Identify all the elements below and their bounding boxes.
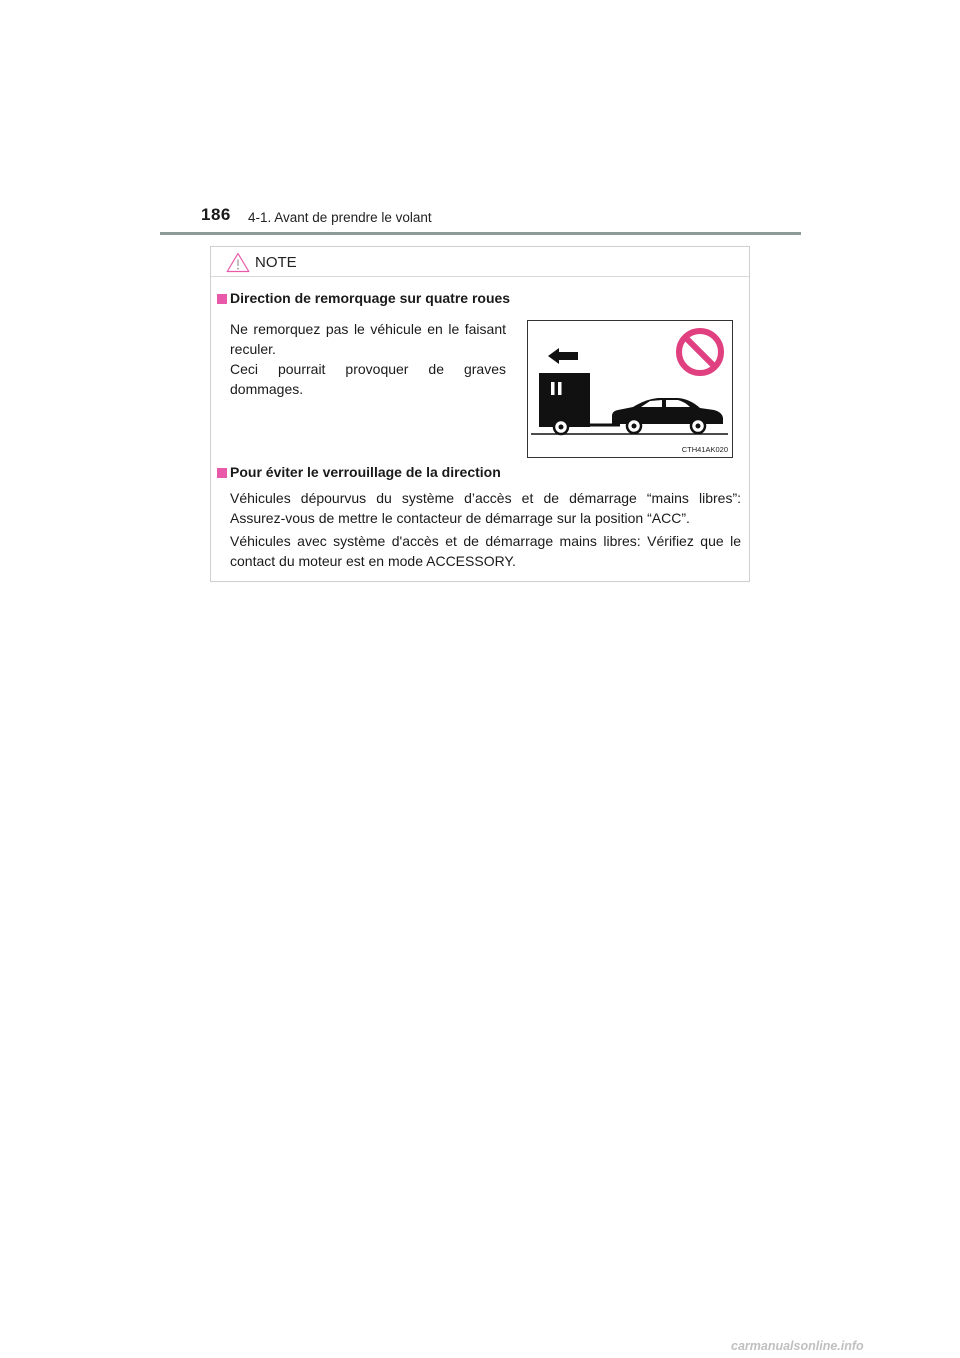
paragraph: Véhicules dépourvus du système d’accès et de démarrage “mains libres”: Assurez-vous de mettre le contacteur de démarrage sur la position “ACC”.	[230, 490, 741, 526]
note-header	[211, 247, 749, 277]
car-icon	[612, 398, 723, 433]
warning-icon	[226, 252, 250, 273]
illustration	[527, 320, 733, 458]
trailer-icon	[539, 373, 620, 434]
section-heading: Pour éviter le verrouillage de la direction	[230, 464, 501, 480]
note-box	[210, 246, 750, 582]
prohibition-icon	[679, 331, 721, 373]
section-bullet	[217, 468, 227, 478]
paragraph: Ceci pourrait provoquer de graves dommages.	[230, 361, 506, 397]
header-rule	[160, 232, 801, 235]
paragraph: Ne remorquez pas le véhicule en le faisant reculer.	[230, 321, 506, 357]
section-bullet	[217, 294, 227, 304]
figure-code: CTH41AK020	[681, 445, 728, 454]
paragraph: Véhicules avec système d'accès et de démarrage mains libres: Vérifiez que le contact du moteur est en mode ACCESSORY.	[230, 533, 741, 569]
section-title: 4-1. Avant de prendre le volant	[248, 210, 432, 225]
page-number: 186	[201, 205, 231, 224]
footer-watermark: carmanualsonline.info	[731, 1339, 864, 1353]
section-heading: Direction de remorquage sur quatre roues	[230, 290, 511, 306]
arrow-left-icon	[548, 348, 578, 364]
note-label: NOTE	[255, 254, 297, 271]
